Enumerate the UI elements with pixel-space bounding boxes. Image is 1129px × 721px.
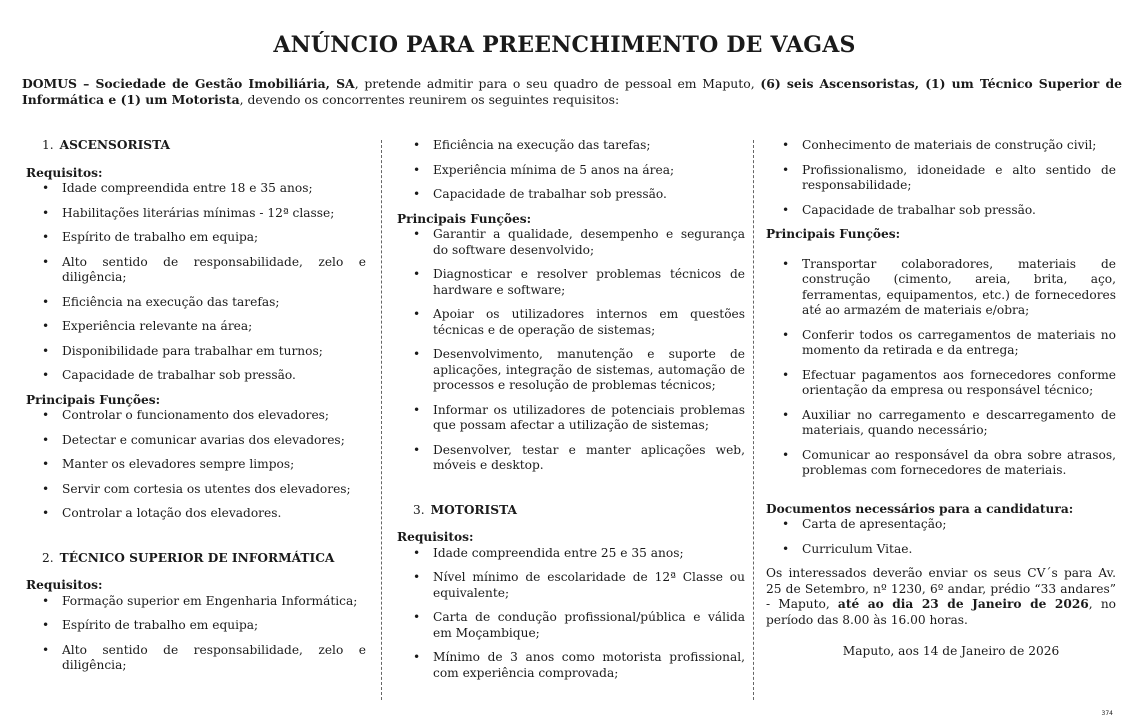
section-heading: 2. TÉCNICO SUPERIOR DE INFORMÁTICA [42, 550, 335, 565]
list-item: • Comunicar ao responsável da obra sobre atrasos, problemas com fornecedores de materiais. [766, 448, 1116, 479]
closing-paragraph: Os interessados deverão enviar os seus CV´s para Av. 25 de Setembro, nº 1230, 6º andar, prédio “33 andares” - Maputo, até ao dia 23 de Janeiro de 2026, no período das 8.00 às 16.00 horas. [766, 566, 1117, 627]
column-1 [26, 138, 366, 683]
funcoes-heading: Principais Funções: [766, 227, 901, 241]
list-item: • Capacidade de trabalhar sob pressão. [397, 187, 745, 203]
ad-code: 374 [1101, 710, 1113, 717]
section-heading: 3. MOTORISTA [413, 502, 517, 517]
list-item: • Experiência mínima de 5 anos na área; [397, 163, 745, 179]
list-item: • Conferir todos os carregamentos de materiais no momento da retirada e da entrega; [766, 328, 1116, 359]
list-item: • Capacidade de trabalhar sob pressão. [26, 368, 366, 384]
list-item: • Formação superior em Engenharia Informática; [26, 594, 366, 610]
list-item: • Manter os elevadores sempre limpos; [26, 457, 366, 473]
list-item: • Capacidade de trabalhar sob pressão. [766, 203, 1116, 219]
requisitos-heading: Requisitos: [26, 578, 103, 592]
list-tecnico-requisitos [26, 594, 366, 674]
list-item: • Informar os utilizadores de potenciais problemas que possam afectar a utilização de sistemas; [397, 403, 745, 434]
list-item: • Alto sentido de responsabilidade, zelo e diligência; [26, 255, 366, 286]
intro-positions: (6) seis Ascensoristas, (1) um Técnico Superior de Informática e (1) um Motorista [22, 76, 1122, 107]
list-item: • Detectar e comunicar avarias dos elevadores; [26, 433, 366, 449]
intro-text-1: , pretende admitir para o seu quadro de pessoal em Maputo, [354, 76, 761, 91]
list-item: • Nível mínimo de escolaridade de 12ª Classe ou equivalente; [397, 570, 745, 601]
list-item: • Transportar colaboradores, materiais de construção (cimento, areia, brita, aço, ferramentas, equipamentos, etc.) de fornecedores até ao armazém de materiais e/obra; [766, 257, 1116, 319]
list-ascensorista-funcoes [26, 408, 366, 522]
list-motorista-funcoes [766, 257, 1116, 479]
list-item: • Garantir a qualidade, desempenho e segurança do software desenvolvido; [397, 227, 745, 258]
list-tecnico-requisitos-cont [397, 138, 745, 203]
section-heading: 1. ASCENSORISTA [42, 138, 170, 152]
documentos-heading: Documentos necessários para a candidatura: [766, 501, 1074, 516]
list-item: • Controlar a lotação dos elevadores. [26, 506, 366, 522]
list-item: • Profissionalismo, idoneidade e alto sentido de responsabilidade; [766, 163, 1116, 194]
funcoes-heading: Principais Funções: [397, 211, 532, 226]
column-3 [766, 138, 1116, 660]
column-divider [381, 140, 382, 700]
list-item: • Eficiência na execução das tarefas; [26, 295, 366, 311]
list-motorista-requisitos [397, 546, 745, 682]
intro-text-2: , devendo os concorrentes reunirem os seguintes requisitos: [239, 92, 620, 107]
list-item: • Mínimo de 3 anos como motorista profissional, com experiência comprovada; [397, 650, 745, 681]
funcoes-heading: Principais Funções: [26, 392, 161, 407]
list-item: • Idade compreendida entre 25 e 35 anos; [397, 546, 745, 562]
column-divider [753, 140, 754, 700]
list-item: • Controlar o funcionamento dos elevadores; [26, 408, 366, 424]
list-item: • Carta de apresentação; [766, 517, 1116, 533]
list-item: • Desenvolver, testar e manter aplicações web, móveis e desktop. [397, 443, 745, 474]
list-item: • Efectuar pagamentos aos fornecedores conforme orientação da empresa ou responsável técnico; [766, 368, 1116, 399]
list-item: • Idade compreendida entre 18 e 35 anos; [26, 181, 366, 197]
list-item: • Diagnosticar e resolver problemas técnicos de hardware e software; [397, 267, 745, 298]
list-item: • Espírito de trabalho em equipa; [26, 618, 366, 634]
list-item: • Curriculum Vitae. [766, 542, 1116, 558]
list-item: • Habilitações literárias mínimas - 12ª classe; [26, 206, 366, 222]
page-title: ANÚNCIO PARA PREENCHIMENTO DE VAGAS [273, 32, 856, 58]
column-2 [397, 138, 745, 690]
list-item: • Alto sentido de responsabilidade, zelo e diligência; [26, 643, 366, 674]
list-tecnico-funcoes [397, 227, 745, 474]
list-item: • Experiência relevante na área; [26, 319, 366, 335]
list-item: • Desenvolvimento, manutenção e suporte de aplicações, integração de sistemas, automação de processos e resolução de problemas técnicos; [397, 347, 745, 394]
signature-line: Maputo, aos 14 de Janeiro de 2026 [842, 644, 1060, 658]
list-item: • Espírito de trabalho em equipa; [26, 230, 366, 246]
list-item: • Apoiar os utilizadores internos em questões técnicas e de operação de sistemas; [397, 307, 745, 338]
list-item: • Servir com cortesia os utentes dos elevadores; [26, 482, 366, 498]
requisitos-heading: Requisitos: [397, 530, 474, 544]
list-motorista-requisitos-cont [766, 138, 1116, 218]
list-item: • Disponibilidade para trabalhar em turnos; [26, 344, 366, 360]
deadline: até ao dia 23 de Janeiro de 2026 [837, 597, 1089, 611]
list-documentos [766, 517, 1116, 557]
list-item: • Auxiliar no carregamento e descarregamento de materiais, quando necessário; [766, 408, 1116, 439]
intro-paragraph [22, 76, 1122, 108]
list-item: • Carta de condução profissional/pública e válida em Moçambique; [397, 610, 745, 641]
company-name: DOMUS – Sociedade de Gestão Imobiliária, SA [22, 76, 355, 91]
list-item: • Eficiência na execução das tarefas; [397, 138, 745, 154]
requisitos-heading: Requisitos: [26, 165, 103, 180]
list-item: • Conhecimento de materiais de construção civil; [766, 138, 1116, 154]
list-ascensorista-requisitos [26, 181, 366, 384]
